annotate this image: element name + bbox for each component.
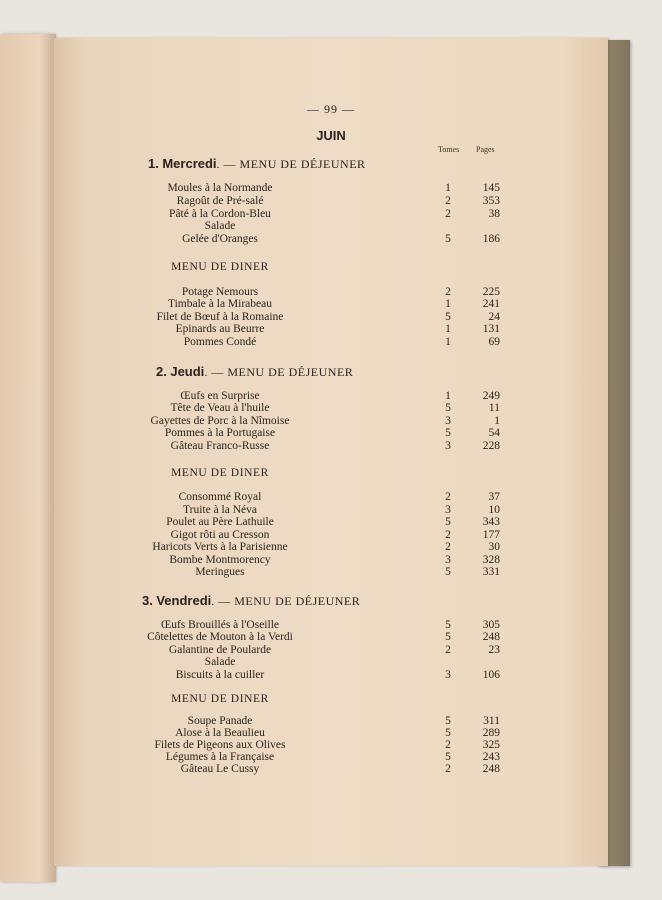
dish-tome: 3 (445, 669, 451, 681)
menu-item (54, 427, 608, 439)
dish-name: Pommes à la Portugaise (164, 427, 276, 439)
day-heading: 2. Jeudi. — MENU DE DÉJEUNER (156, 364, 354, 379)
menu-item (54, 566, 608, 578)
dish-tome: 2 (445, 644, 451, 656)
menu-dejeuner-label: — MENU DE DÉJEUNER (211, 365, 354, 379)
menu-item (54, 751, 608, 763)
dish-page: 106 (482, 669, 500, 681)
menu-dejeuner-label: — MENU DE DÉJEUNER (218, 594, 361, 608)
dish-name: Consommé Royal (178, 491, 262, 503)
dish-name: Gelée d'Oranges (182, 233, 258, 245)
menu-item (54, 491, 608, 503)
dish-name: Gigot rôti au Cresson (170, 529, 270, 541)
dish-name: Biscuits à la cuiller (175, 669, 265, 681)
dish-name: Légumes à la Française (165, 751, 275, 763)
dish-tome: 5 (445, 427, 451, 439)
dish-tome: 2 (445, 491, 451, 503)
menu-item (54, 323, 608, 335)
dish-name: Pâté à la Cordon-Bleu (169, 208, 271, 220)
dish-tome: 2 (445, 286, 451, 298)
menu-item (54, 763, 608, 775)
dish-page: 1 (494, 415, 500, 427)
day-number: 1. (148, 156, 159, 171)
dish-name: Salade (204, 656, 236, 668)
menu-item (54, 182, 608, 194)
day-name: Mercredi (162, 156, 217, 171)
dish-name: Filet de Bœuf à la Romaine (156, 311, 284, 323)
dish-name: Timbale à la Mirabeau (167, 298, 272, 310)
menu-item (54, 220, 608, 232)
dish-tome: 1 (445, 323, 451, 335)
dish-page: 24 (488, 311, 500, 323)
dish-page: 331 (482, 566, 500, 578)
dish-tome: 2 (445, 208, 451, 220)
dish-page: 243 (482, 751, 500, 763)
dish-tome: 3 (445, 415, 451, 427)
dish-tome: 5 (445, 715, 451, 727)
dish-page: 38 (488, 208, 500, 220)
day-number: 3. (142, 593, 153, 608)
menu-dejeuner-label: — MENU DE DÉJEUNER (223, 157, 366, 171)
dish-tome: 1 (445, 182, 451, 194)
day-number: 2. (156, 364, 167, 379)
menu-item (54, 233, 608, 245)
menu-item (54, 554, 608, 566)
menu-item (54, 402, 608, 414)
dish-name: Moules à la Normande (167, 182, 273, 194)
page-number: — 99 — (307, 102, 355, 116)
menu-item (54, 715, 608, 727)
dish-name: Salade (204, 220, 236, 232)
dish-page: 131 (482, 323, 500, 335)
dish-page: 145 (482, 182, 500, 194)
dish-name: Soupe Panade (187, 715, 253, 727)
dish-page: 177 (482, 529, 500, 541)
dish-page: 69 (488, 336, 500, 348)
dish-page: 186 (482, 233, 500, 245)
dish-name: Tête de Veau à l'huile (170, 402, 270, 414)
tomes-column-header: Tomes (438, 145, 460, 154)
menu-item (54, 336, 608, 348)
menu-item (54, 739, 608, 751)
menu-item (54, 631, 608, 643)
dish-tome: 5 (445, 727, 451, 739)
menu-item (54, 286, 608, 298)
day-name: Vendredi (156, 593, 212, 608)
dish-page: 37 (488, 491, 500, 503)
dish-page: 311 (483, 715, 500, 727)
dish-name: Filets de Pigeons aux Olives (154, 739, 286, 751)
dish-name: Poulet au Père Lathuile (166, 516, 274, 528)
menu-item (54, 440, 608, 452)
dish-tome: 5 (445, 566, 451, 578)
dish-name: Ragoût de Pré-salé (176, 195, 264, 207)
dish-tome: 1 (445, 390, 451, 402)
dish-tome: 5 (445, 619, 451, 631)
menu-item (54, 656, 608, 668)
dish-page: 353 (482, 195, 500, 207)
dish-name: Gâteau Le Cussy (180, 763, 260, 775)
dish-page: 328 (482, 554, 500, 566)
menu-diner-label: MENU DE DINER (171, 467, 269, 479)
dish-page: 343 (482, 516, 500, 528)
menu-item (54, 516, 608, 528)
dish-name: Côtelettes de Mouton à la Verdi (147, 631, 293, 643)
dish-name: Œufs Brouillés à l'Oseille (160, 619, 279, 631)
dish-page: 325 (482, 739, 500, 751)
dish-tome: 1 (445, 298, 451, 310)
dish-name: Epinards au Beurre (175, 323, 265, 335)
dish-name: Gayettes de Porc à la Nîmoise (150, 415, 290, 427)
menu-diner-label: MENU DE DINER (171, 693, 269, 705)
dish-tome: 5 (445, 516, 451, 528)
dish-name: Galantine de Poularde (168, 644, 272, 656)
menu-item (54, 311, 608, 323)
dish-page: 289 (482, 727, 500, 739)
dish-page: 249 (482, 390, 500, 402)
dish-name: Potage Nemours (181, 286, 259, 298)
dish-page: 228 (482, 440, 500, 452)
dish-page: 241 (482, 298, 500, 310)
dish-name: Alose à la Beaulieu (175, 727, 265, 739)
menu-item (54, 644, 608, 656)
dish-tome: 5 (445, 233, 451, 245)
menu-item (54, 619, 608, 631)
dish-name: Haricots Verts à la Parisienne (152, 541, 288, 553)
menu-item (54, 727, 608, 739)
dish-tome: 2 (445, 541, 451, 553)
book-page (54, 38, 608, 866)
day-name: Jeudi (170, 364, 205, 379)
dish-tome: 2 (445, 763, 451, 775)
dish-tome: 3 (445, 440, 451, 452)
dish-tome: 5 (445, 402, 451, 414)
dish-tome: 3 (445, 554, 451, 566)
menu-item (54, 504, 608, 516)
dish-tome: 5 (445, 631, 451, 643)
dish-page: 30 (488, 541, 500, 553)
dish-tome: 5 (445, 311, 451, 323)
menu-item (54, 529, 608, 541)
dish-name: Œufs en Surprise (180, 390, 260, 402)
dish-page: 54 (488, 427, 500, 439)
menu-item (54, 415, 608, 427)
month-title: JUIN (316, 128, 346, 143)
dish-page: 23 (488, 644, 500, 656)
dish-page: 248 (482, 763, 500, 775)
dish-page: 11 (488, 402, 500, 414)
pages-column-header: Pages (476, 145, 495, 154)
dish-name: Gâteau Franco-Russe (170, 440, 270, 452)
dish-name: Pommes Condé (183, 336, 257, 348)
day-heading: 3. Vendredi. — MENU DE DÉJEUNER (142, 593, 361, 608)
dish-tome: 1 (445, 336, 451, 348)
dish-tome: 3 (445, 504, 451, 516)
dish-tome: 2 (445, 195, 451, 207)
dish-page: 10 (488, 504, 500, 516)
dish-name: Meringues (195, 566, 245, 578)
dish-name: Truite à la Néva (183, 504, 257, 516)
menu-item (54, 208, 608, 220)
dish-page: 305 (482, 619, 500, 631)
day-heading: 1. Mercredi. — MENU DE DÉJEUNER (148, 156, 366, 171)
dish-page: 225 (482, 286, 500, 298)
left-page-edge (0, 34, 56, 882)
dish-tome: 2 (445, 529, 451, 541)
menu-item (54, 195, 608, 207)
dish-tome: 2 (445, 739, 451, 751)
menu-item (54, 541, 608, 553)
menu-item (54, 669, 608, 681)
menu-item (54, 298, 608, 310)
dish-page: 248 (482, 631, 500, 643)
menu-item (54, 390, 608, 402)
dish-name: Bombe Montmorency (169, 554, 271, 566)
dish-tome: 5 (445, 751, 451, 763)
menu-diner-label: MENU DE DINER (171, 261, 269, 273)
